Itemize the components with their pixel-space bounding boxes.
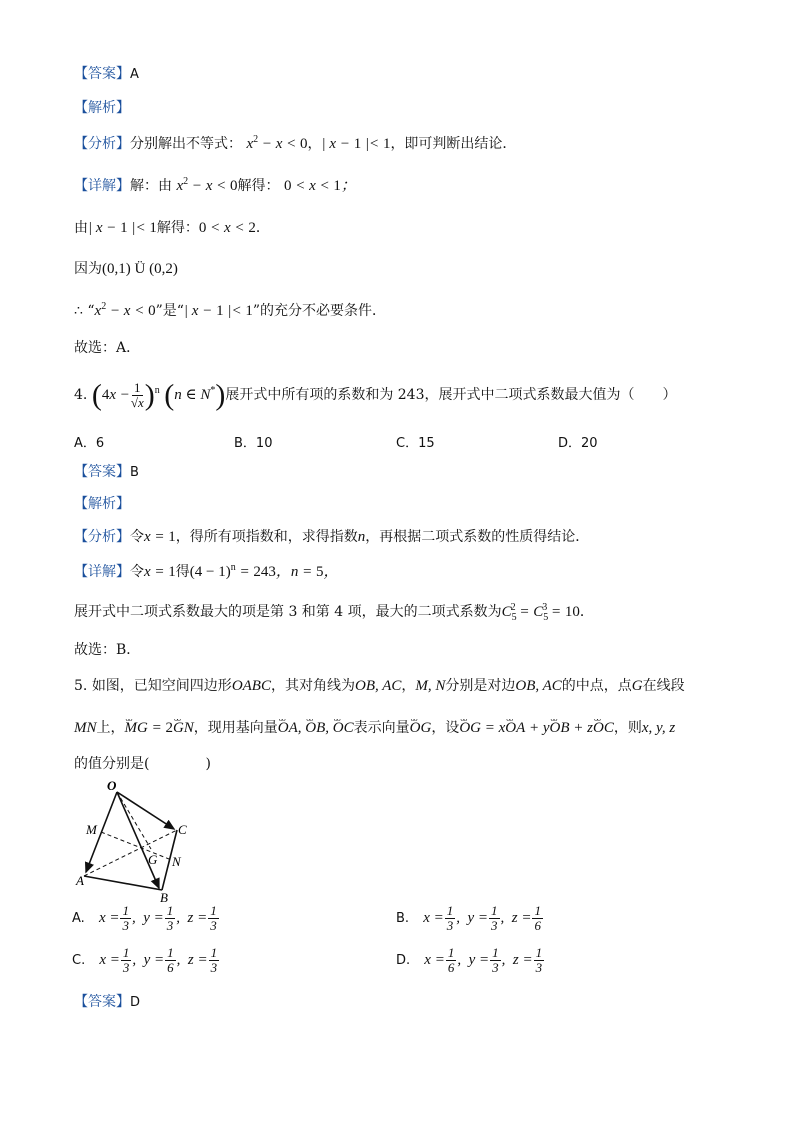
q4-detail-line: 【详解】令x = 1得$(4 - 1)^n = 243$，n = 5， xyxy=(74,562,339,580)
q4-option-a: A．6 xyxy=(74,436,105,451)
q4-line2: 展开式中二项式系数最大的项是第 3 和第 4 项，最大的二项式系数为$C_5^2 = C_5^3 = 10$． xyxy=(74,602,594,623)
label-n: N xyxy=(172,854,181,869)
label-a: A xyxy=(76,873,84,888)
q5-line2: MN上，ᴗᴗ MG = 2ᴗᴗ GN，现用基向量ᴗᴗ OA, ᴗᴗ OB, ᴗᴗ OC表示向量ᴗᴗ OG，设ᴗᴗ OG = xᴗᴗ OA + yᴗᴗ OB + zᴗᴗ OC，则x, y, z xyxy=(74,718,675,738)
answer-value: A xyxy=(130,67,139,82)
q4-answer-line: 【答案】B xyxy=(74,464,139,480)
segment-mn xyxy=(101,832,169,859)
q3-detail-line: 【详解】解：由 $x^2 - x < 0$解得： 0 < x < 1； xyxy=(74,176,356,194)
q3-answer-line xyxy=(74,64,139,85)
edge-ac xyxy=(84,830,177,876)
edge-ab xyxy=(84,876,162,890)
q5-option-b: B. x = $\frac{1}{3}$ , y = $\frac{1}{3}$ , z = $\frac{1}{6}$ xyxy=(396,903,541,933)
q4-choose: 故选：B． xyxy=(74,642,141,658)
q3-line3: 因为(0,1) Ü (0,2) xyxy=(74,261,178,277)
q4-option-b: B．10 xyxy=(234,436,273,451)
q5-stem: 5. 如图，已知空间四边形OABC，其对角线为OB, AC，M, N分别是对边OB, AC的中点，点G在线段 xyxy=(74,678,685,694)
q3-choose: 故选：A． xyxy=(74,340,141,356)
q4-option-c: C．15 xyxy=(396,436,435,451)
q5-option-d: D. x = $\frac{1}{6}$ , y = $\frac{1}{3}$ , z = $\frac{1}{3}$ xyxy=(396,945,543,975)
label-b: B xyxy=(160,890,168,904)
q5-answer-line: 【答案】D xyxy=(74,994,141,1010)
q4-option-d: D．20 xyxy=(558,436,598,451)
q5-option-c: C. x = $\frac{1}{3}$ , y = $\frac{1}{6}$ , z = $\frac{1}{3}$ xyxy=(72,945,218,975)
inequality-1: $x^2 - x < 0$ xyxy=(246,134,308,152)
q3-line4: ∴ “$x^2 - x < 0$”是“| x − 1 |< 1”的充分不必要条件． xyxy=(74,301,386,319)
q4-fenxi-line: 【分析】令x = 1，得所有项指数和，求得指数n，再根据二项式系数的性质得结论． xyxy=(74,529,590,545)
label-m: M xyxy=(86,822,97,837)
q3-line2: 由| x − 1 |< 1解得：0 < x < 2． xyxy=(74,220,270,236)
label-c: C xyxy=(178,822,187,837)
q4-stem: 4. (4x − $\frac{1}{√x}$ )$^n$ (n ∈ N*)展开式中所有项的系数和为 243，展开式中二项式系数最大值为（ ） xyxy=(74,378,677,412)
q5-line3: 的值分别是( ) xyxy=(74,756,211,772)
label-o: O xyxy=(107,778,117,793)
q3-fenxi-line: 【分析】分别解出不等式： $x^2 - x < 0$，| x − 1 |< 1，即可判断出结论． xyxy=(74,134,517,152)
q5-option-a: A. x = $\frac{1}{3}$ , y = $\frac{1}{3}$ , z = $\frac{1}{3}$ xyxy=(72,903,217,933)
answer-tag: 【答案】 xyxy=(74,66,130,82)
q4-analysis-tag: 【解析】 xyxy=(74,496,130,512)
binomial-expression: (4x − $\frac{1}{√x}$ )$^n$ xyxy=(91,378,160,412)
inequality-2: | x − 1 |< 1 xyxy=(321,136,391,152)
tetrahedron-diagram xyxy=(74,776,204,904)
label-g: G xyxy=(148,852,158,867)
q3-analysis-tag: 【解析】 xyxy=(74,100,130,116)
